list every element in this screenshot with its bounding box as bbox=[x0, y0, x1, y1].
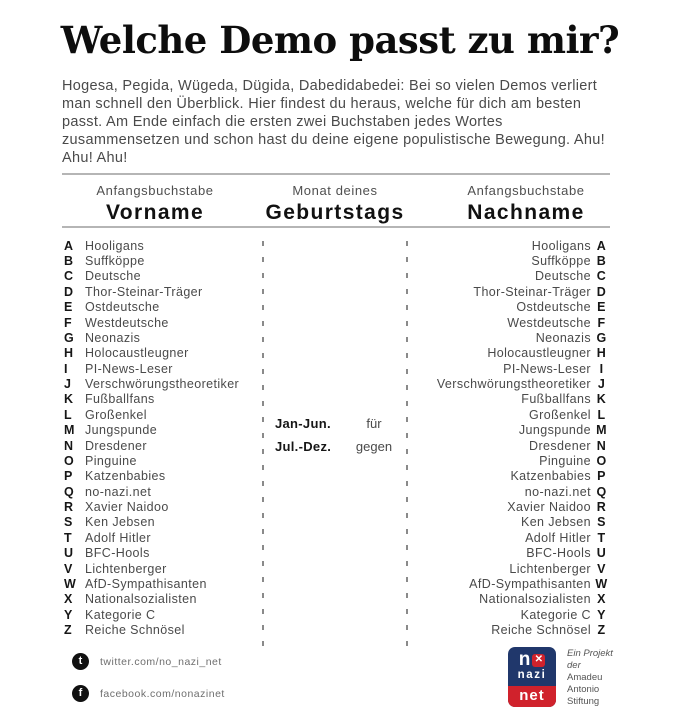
term-label: Nationalsozialisten bbox=[479, 592, 591, 607]
initial-letter: V bbox=[597, 561, 606, 576]
list-item bbox=[64, 530, 239, 545]
initial-letter: L bbox=[597, 407, 606, 422]
column-header-geburtstag bbox=[253, 183, 417, 225]
term-label: no-nazi.net bbox=[85, 484, 152, 499]
column-header-nachname bbox=[426, 183, 626, 225]
term-label: PI-News-Leser bbox=[85, 361, 173, 376]
initial-letter: H bbox=[64, 346, 74, 361]
term-label: AfD-Sympathisanten bbox=[85, 576, 207, 591]
nachname-list bbox=[437, 238, 612, 638]
initial-letter: Y bbox=[597, 607, 606, 622]
term-label: Thor-Steinar-Träger bbox=[85, 284, 203, 299]
list-item bbox=[64, 453, 239, 468]
term-label: Katzenbabies bbox=[510, 469, 591, 484]
term-label: Ken Jebsen bbox=[85, 515, 156, 530]
month-row bbox=[275, 435, 403, 458]
term-label: Xavier Naidoo bbox=[85, 500, 169, 515]
initial-letter: N bbox=[64, 438, 74, 453]
term-label: Neonazis bbox=[85, 330, 141, 345]
credit-line: der bbox=[567, 660, 581, 671]
list-item bbox=[64, 238, 239, 253]
project-credit bbox=[567, 648, 613, 708]
list-item bbox=[64, 376, 239, 391]
list-item bbox=[437, 238, 612, 253]
list-item bbox=[64, 546, 239, 561]
initial-letter: Q bbox=[64, 484, 75, 499]
column-header-super: Monat deines bbox=[292, 183, 378, 198]
initial-letter: C bbox=[64, 269, 74, 284]
initial-letter: K bbox=[64, 392, 74, 407]
list-item bbox=[437, 592, 612, 607]
column-header-vorname bbox=[55, 183, 255, 225]
term-label: Holocaustleugner bbox=[487, 346, 591, 361]
logo-net-text: net bbox=[508, 686, 556, 707]
intro-text: Hogesa, Pegida, Wügeda, Dügida, Dabedidabedei: Bei so vielen Demos verliert man schnell den Überblick. Hier findest du heraus, welche für dich am besten passt. Am Ende einfach die ersten zwei Buchstaben jedes Wortes zusammensetzen und schon hast du deine eigene populistische Bewegung. Ahu! Ahu! Ahu! bbox=[62, 78, 605, 166]
column-header-super: Anfangsbuchstabe bbox=[96, 183, 214, 198]
initial-letter: U bbox=[596, 546, 607, 561]
list-item bbox=[64, 576, 239, 591]
initial-letter: E bbox=[597, 300, 606, 315]
credit-line: Stiftung bbox=[567, 696, 600, 707]
term-label: Neonazis bbox=[535, 330, 591, 345]
initial-letter: M bbox=[596, 423, 607, 438]
term-label: Hooligans bbox=[531, 238, 591, 253]
initial-letter: J bbox=[64, 377, 72, 392]
initial-letter: X bbox=[597, 592, 606, 607]
list-item bbox=[437, 546, 612, 561]
term-label: Holocaustleugner bbox=[85, 346, 189, 361]
list-item bbox=[64, 438, 239, 453]
column-header-title: Geburtstags bbox=[265, 201, 405, 224]
list-item bbox=[437, 423, 612, 438]
list-item bbox=[437, 453, 612, 468]
list-item bbox=[64, 592, 239, 607]
list-item bbox=[64, 300, 239, 315]
initial-letter: N bbox=[596, 438, 607, 453]
initial-letter: P bbox=[597, 469, 606, 484]
list-item bbox=[437, 284, 612, 299]
list-item bbox=[437, 515, 612, 530]
column-header-title: Vorname bbox=[105, 201, 205, 224]
term-label: Deutsche bbox=[85, 269, 142, 284]
list-item bbox=[437, 484, 612, 499]
list-item bbox=[437, 392, 612, 407]
month-word: für bbox=[366, 416, 382, 431]
list-item bbox=[437, 499, 612, 514]
twitter-url: twitter.com/no_nazi_net bbox=[100, 655, 222, 668]
term-label: Ostdeutsche bbox=[85, 300, 160, 315]
divider-top bbox=[62, 173, 610, 175]
column-divider-right bbox=[406, 241, 408, 655]
initial-letter: G bbox=[596, 330, 607, 345]
term-label: Verschwörungstheoretiker bbox=[436, 377, 591, 392]
term-label: BFC-Hools bbox=[526, 546, 591, 561]
crossed-x-icon: ✕ bbox=[532, 654, 545, 667]
list-item bbox=[437, 438, 612, 453]
initial-letter: J bbox=[597, 377, 606, 392]
term-label: Nationalsozialisten bbox=[85, 592, 197, 607]
initial-letter: S bbox=[64, 515, 73, 530]
term-label: Großenkel bbox=[85, 407, 147, 422]
initial-letter: I bbox=[64, 361, 68, 376]
credit-line: Ein Projekt bbox=[567, 648, 613, 659]
column-divider-left bbox=[262, 241, 264, 655]
initial-letter: R bbox=[64, 500, 74, 515]
list-item bbox=[64, 622, 239, 637]
term-label: Lichtenberger bbox=[509, 561, 591, 576]
list-item bbox=[437, 576, 612, 591]
term-label: Jungspunde bbox=[85, 423, 158, 438]
twitter-icon: t bbox=[72, 653, 89, 670]
list-item bbox=[64, 269, 239, 284]
term-label: Adolf Hitler bbox=[525, 530, 591, 545]
month-range: Jan-Jun. bbox=[275, 416, 331, 431]
term-label: Westdeutsche bbox=[507, 315, 591, 330]
term-label: Reiche Schnösel bbox=[85, 623, 185, 638]
term-label: Ostdeutsche bbox=[516, 300, 591, 315]
term-label: Reiche Schnösel bbox=[491, 623, 591, 638]
list-item bbox=[437, 300, 612, 315]
list-item bbox=[64, 407, 239, 422]
term-label: Deutsche bbox=[534, 269, 591, 284]
list-item bbox=[64, 284, 239, 299]
term-label: Suffköppe bbox=[85, 254, 145, 269]
list-item bbox=[437, 346, 612, 361]
initial-letter: A bbox=[64, 238, 74, 253]
initial-letter: C bbox=[596, 269, 607, 284]
list-item bbox=[437, 530, 612, 545]
list-item bbox=[64, 469, 239, 484]
term-label: Verschwörungstheoretiker bbox=[85, 377, 240, 392]
credit-line: Amadeu bbox=[567, 672, 603, 683]
term-label: Thor-Steinar-Träger bbox=[473, 284, 591, 299]
logo-nazi-text: nazi bbox=[517, 669, 547, 681]
initial-letter: L bbox=[64, 407, 73, 422]
list-item bbox=[437, 407, 612, 422]
initial-letter: G bbox=[64, 330, 75, 345]
credit-line: Antonio bbox=[567, 684, 600, 695]
month-range: Jul.-Dez. bbox=[275, 439, 332, 454]
logo-top-row bbox=[508, 651, 556, 669]
list-item bbox=[437, 361, 612, 376]
facebook-row bbox=[72, 685, 225, 702]
initial-letter: P bbox=[64, 469, 73, 484]
term-label: PI-News-Leser bbox=[503, 361, 591, 376]
initial-letter: I bbox=[599, 361, 604, 376]
initial-letter: A bbox=[596, 238, 607, 253]
list-item bbox=[437, 469, 612, 484]
term-label: Suffköppe bbox=[531, 254, 591, 269]
initial-letter: U bbox=[64, 546, 74, 561]
term-label: Dresdener bbox=[529, 438, 591, 453]
column-header-super: Anfangsbuchstabe bbox=[467, 183, 585, 198]
column-header-title: Nachname bbox=[467, 201, 585, 224]
term-label: Ken Jebsen bbox=[520, 515, 591, 530]
list-item bbox=[437, 330, 612, 345]
list-item bbox=[437, 253, 612, 268]
term-label: Pinguine bbox=[539, 453, 591, 468]
initial-letter: D bbox=[64, 284, 74, 299]
term-label: Adolf Hitler bbox=[85, 530, 151, 545]
initial-letter: Y bbox=[64, 607, 73, 622]
month-row bbox=[275, 412, 403, 435]
term-label: Westdeutsche bbox=[85, 315, 169, 330]
term-label: no-nazi.net bbox=[524, 484, 591, 499]
initial-letter: D bbox=[596, 284, 607, 299]
term-label: Pinguine bbox=[85, 453, 137, 468]
term-label: Hooligans bbox=[85, 238, 145, 253]
initial-letter: Z bbox=[597, 623, 606, 638]
twitter-row bbox=[72, 653, 222, 670]
list-item bbox=[437, 315, 612, 330]
no-nazi-net-logo bbox=[508, 647, 556, 707]
list-item bbox=[64, 346, 239, 361]
vorname-list bbox=[64, 238, 239, 638]
initial-letter: O bbox=[64, 453, 75, 468]
list-item bbox=[64, 607, 239, 622]
list-item bbox=[64, 361, 239, 376]
initial-letter: R bbox=[596, 500, 607, 515]
initial-letter: W bbox=[595, 576, 608, 591]
term-label: Fußballfans bbox=[85, 392, 155, 407]
initial-letter: M bbox=[64, 423, 75, 438]
list-item bbox=[64, 515, 239, 530]
list-item bbox=[437, 376, 612, 391]
term-label: AfD-Sympathisanten bbox=[469, 576, 591, 591]
term-label: Katzenbabies bbox=[85, 469, 166, 484]
facebook-icon: f bbox=[72, 685, 89, 702]
initial-letter: W bbox=[64, 576, 77, 591]
initial-letter: O bbox=[596, 453, 607, 468]
list-item bbox=[64, 392, 239, 407]
birth-month-key bbox=[275, 412, 403, 458]
initial-letter: F bbox=[597, 315, 606, 330]
initial-letter: E bbox=[64, 300, 73, 315]
initial-letter: B bbox=[64, 254, 74, 269]
list-item bbox=[64, 499, 239, 514]
list-item bbox=[64, 330, 239, 345]
term-label: Fußballfans bbox=[521, 392, 591, 407]
term-label: Großenkel bbox=[529, 407, 591, 422]
page-title: Welche Demo passt zu mir? bbox=[60, 18, 620, 62]
list-item bbox=[64, 253, 239, 268]
list-item bbox=[437, 622, 612, 637]
initial-letter: T bbox=[64, 530, 73, 545]
initial-letter: X bbox=[64, 592, 73, 607]
initial-letter: S bbox=[597, 515, 606, 530]
term-label: Jungspunde bbox=[518, 423, 591, 438]
term-label: Kategorie C bbox=[520, 607, 591, 622]
initial-letter: T bbox=[597, 530, 606, 545]
term-label: Xavier Naidoo bbox=[507, 500, 591, 515]
initial-letter: Z bbox=[64, 623, 73, 638]
month-word: gegen bbox=[355, 439, 393, 454]
term-label: Kategorie C bbox=[85, 607, 156, 622]
list-item bbox=[64, 561, 239, 576]
term-label: Dresdener bbox=[85, 438, 147, 453]
list-item bbox=[64, 315, 239, 330]
initial-letter: H bbox=[596, 346, 607, 361]
list-item bbox=[437, 269, 612, 284]
initial-letter: B bbox=[596, 254, 607, 269]
list-item bbox=[64, 484, 239, 499]
initial-letter: F bbox=[64, 315, 73, 330]
list-item bbox=[437, 607, 612, 622]
initial-letter: Q bbox=[596, 484, 607, 499]
logo-n-letter: n bbox=[518, 649, 531, 670]
list-item bbox=[437, 561, 612, 576]
initial-letter: V bbox=[64, 561, 73, 576]
divider-header bbox=[62, 226, 610, 228]
initial-letter: K bbox=[596, 392, 607, 407]
term-label: Lichtenberger bbox=[85, 561, 167, 576]
list-item bbox=[64, 423, 239, 438]
term-label: BFC-Hools bbox=[85, 546, 150, 561]
facebook-url: facebook.com/nonazinet bbox=[100, 687, 225, 700]
